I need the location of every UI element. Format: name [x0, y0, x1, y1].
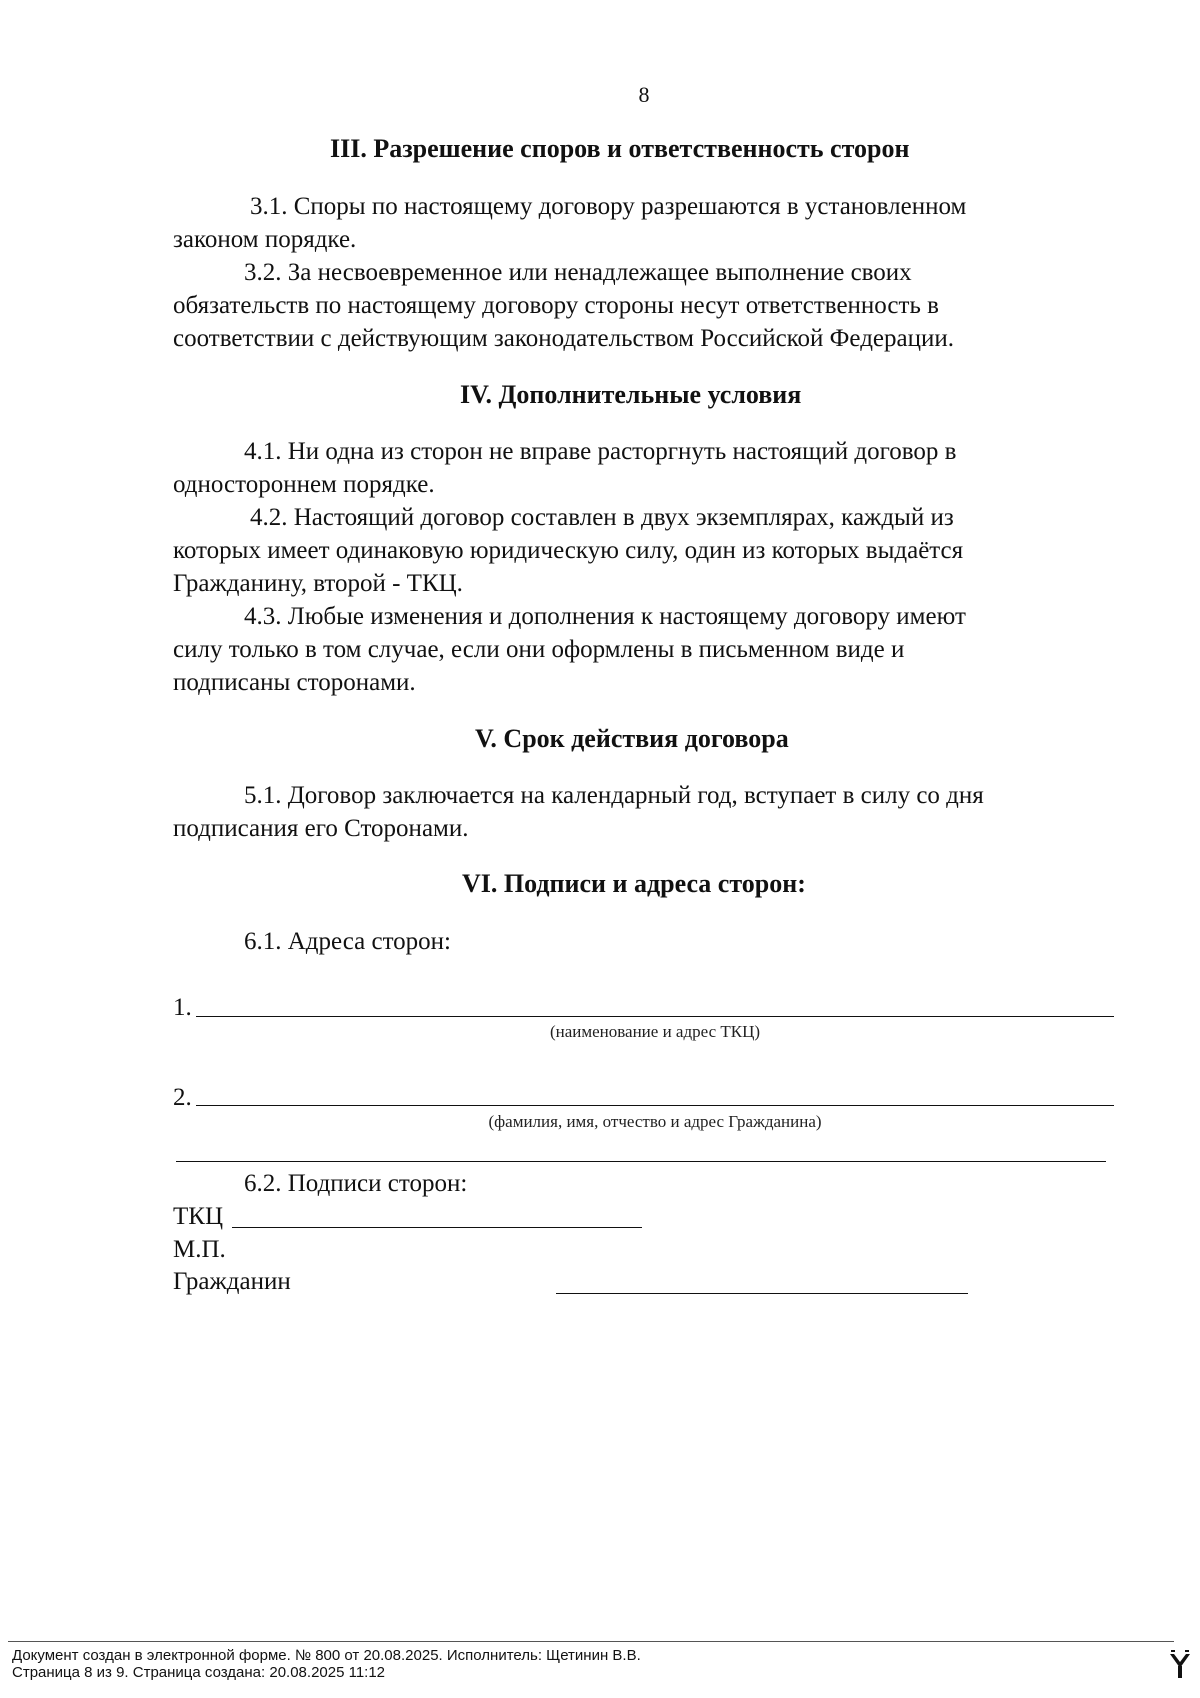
address-2-caption: (фамилия, имя, отчество и адрес Гражданина) [488, 1112, 822, 1131]
tkc-signature-line [232, 1227, 642, 1228]
footer-line-1: Документ создан в электронной форме. № 800 от 20.08.2025. Исполнитель: Щетинин В.В. [12, 1647, 641, 1664]
address-2-extra-line [176, 1161, 1106, 1162]
clause-4-3-line-3: подписаны сторонами. [173, 669, 416, 696]
clause-4-2-line-3: Гражданину, второй - ТКЦ. [173, 570, 463, 597]
address-2-number: 2. [173, 1084, 192, 1111]
tkc-signature-label: ТКЦ [173, 1203, 223, 1230]
clause-4-3-line-2: силу только в том случае, если они оформлены в письменном виде и [173, 636, 905, 663]
section-6-title: VI. Подписи и адреса сторон: [462, 869, 806, 898]
clause-4-1-line-1: 4.1. Ни одна из сторон не вправе расторгнуть настоящий договор в [244, 438, 957, 465]
clause-5-1-line-2: подписания его Сторонами. [173, 815, 469, 842]
clause-3-1-line-1: 3.1. Споры по настоящему договору разрешаются в установленном [250, 193, 967, 220]
address-1-number: 1. [173, 994, 192, 1021]
citizen-signature-line [556, 1293, 968, 1294]
clause-3-2-line-1: 3.2. За несвоевременное или ненадлежащее выполнение своих [244, 259, 912, 286]
section-3-title: III. Разрешение споров и ответственность сторон [330, 134, 910, 163]
clause-5-1-line-1: 5.1. Договор заключается на календарный год, вступает в силу со дня [244, 782, 984, 809]
address-1-line [196, 1016, 1114, 1017]
clause-4-1-line-2: одностороннем порядке. [173, 471, 435, 498]
clause-3-1-line-2: законом порядке. [173, 226, 357, 253]
section-4-title: IV. Дополнительные условия [460, 380, 802, 409]
address-2-line [196, 1105, 1114, 1106]
citizen-signature-label: Гражданин [173, 1268, 291, 1295]
clause-4-2-line-2: которых имеет одинаковую юридическую силу, один из которых выдаётся [173, 537, 964, 564]
clause-3-2-line-2: обязательств по настоящему договору стороны несут ответственность в [173, 292, 939, 319]
clause-4-2-line-1: 4.2. Настоящий договор составлен в двух экземплярах, каждый из [250, 504, 954, 531]
addresses-label: 6.1. Адреса сторон: [244, 928, 452, 955]
page-number: 8 [638, 82, 650, 107]
address-1-caption: (наименование и адрес ТКЦ) [549, 1022, 761, 1041]
clause-4-3-line-1: 4.3. Любые изменения и дополнения к настоящему договору имеют [244, 603, 966, 630]
document-emblem-icon [1168, 1650, 1192, 1680]
mp-label: М.П. [173, 1236, 226, 1263]
signatures-label: 6.2. Подписи сторон: [244, 1170, 468, 1197]
clause-3-2-line-3: соответствии с действующим законодательством Российской Федерации. [173, 325, 954, 352]
footer-line-2: Страница 8 из 9. Страница создана: 20.08.2025 11:12 [12, 1664, 386, 1681]
section-5-title: V. Срок действия договора [475, 724, 789, 753]
footer-divider [8, 1641, 1174, 1642]
